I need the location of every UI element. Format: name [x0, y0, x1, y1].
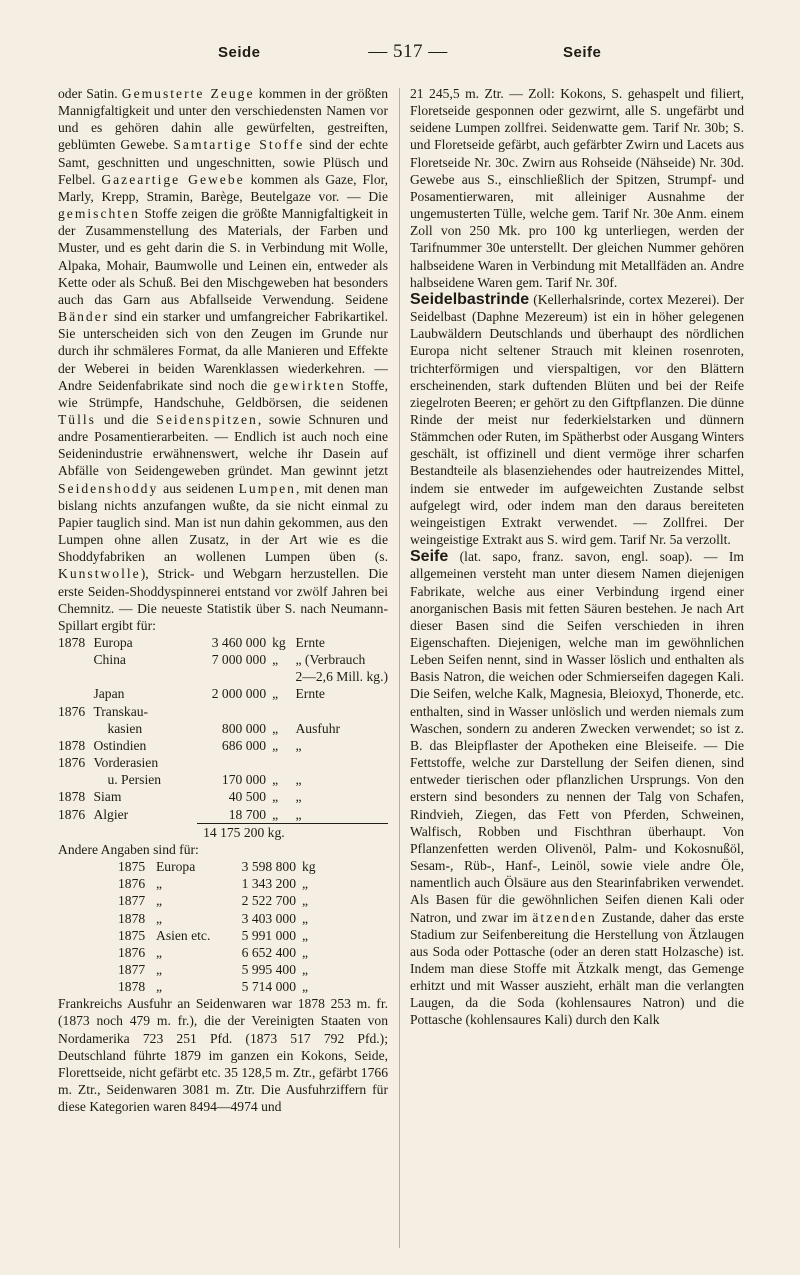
other-value: 5 714 000 — [241, 979, 296, 995]
other-row — [118, 910, 316, 927]
seidelbastrinde-entry: Seidelbastrinde (Kellerhalsrinde, cortex Mezerei). Der Seidelbast (Daphne Mezereum) ist ein in höher gelegenen Laubwäldern Deutschlands und überhaupt des nördlichen Europa nicht seltener Strauch mit kleinen rosenroten, trichterförmigen und vierspaltigen, vor den Blättern erscheinenden, stark duftenden Blüten und bei der Reife ziegelroten Beeren; er gehört zu den Giftpflanzen. Die dünne Rinde der meist nur federkielstarken und dünnern Stämmchen oder Ruten, im Spätherbst oder Ausgang Winters geschält, ist offizinell und dient vermöge ihrer scharfen Bestandteile als blasenziehendes oder hautreizendes Mittel, indem sie entweder im aufgeweichten Zustande selbst aufgelegt wird, oder indem man den daraus bereiteten weingeistigen Extrakt verwendet. — Zollfrei. Der weingeistige Extrakt aus S. wird gem. Tarif Nr. 5a verzollt. — [410, 290, 744, 548]
other-unit: „ — [302, 927, 309, 943]
stats-year: 1876 — [58, 703, 86, 719]
stats-total: 14 175 200 kg. — [197, 823, 388, 841]
other-value: 3 403 000 — [241, 910, 296, 926]
stats-unit: „ — [272, 806, 279, 822]
other-row — [118, 858, 316, 875]
seife-entry: Seife (lat. sapo, franz. savon, engl. soap). — Im allgemeinen versteht man unter diesem Namen diejenigen Fabrikate, welche aus einer Verbindung irgend einer anorganischen Basis mit fetten Säuren bestehen. Je nach Art dieser Basen sind die Seifen verschieden in ihren Eigenschaften. Diejenigen, welche man im gewöhnlichen Leben Seifen nennt, sind in Wasser löslich und enthalten als Basis Natron, die weichen oder Schmierseifen dagegen Kali. Die Seifen, welche Kalk, Magnesia, Bleioxyd, Thonerde, etc. enthalten, sind in Wasser unlöslich und werden niemals zum Waschen, sondern zu anderen Zwecken verwendet; so ist z. B. das Bleipflaster der Apotheken eine Bleiseife. — Die Fettstoffe, welche zur Darstellung der Seifen dienen, sind entweder tierischen oder pflanzlichen Ursprungs. Von den erstern sind besonders zu nennen der Talg von Schafen, Rindvieh, Ziegen, das Fett von Pferden, Schweinen, Walfisch, Robben und Fischthran überhaupt. Von Pflanzenfetten werden Olivenöl, Palm- und Kokosnußöl, Sesam-, Rüb-, Hanf-, Leinöl, sowie viele andre Öle, namentlich auch Ölsäure aus den Stearinfabriken verwendet. Als Basen für die gewöhnlichen Seifen dienen Kali oder Natron, und zwar im ätzenden Zustande, daher das erste Stadium zur Seifenbereitung die Herstellung von Ätzlaugen aus Soda oder Pottasche (oder an deren statt Holzasche) ist. Indem man diese Stoffe mit Ätzkalk mengt, das Gemenge erhitzt und mit Wasser auszieht, erhält man die verlangten Laugen, da die Soda (kohlensaures Natron) und die Pottasche (kohlensaures Kali) durch den Kalk — [410, 548, 744, 1028]
stats-note: Ausfuhr — [295, 720, 341, 736]
seide-paragraph: oder Satin. Gemusterte Zeuge kommen in der größten Mannigfaltigkeit und unter den verschiedensten Namen vor und es gehören dahin alle gewürfelten, gestreiften, geblümten Gewebe. Samtartige Stoffe sind der echte Samt, geschnitten und ungeschnitten, sowie Plüsch und Felbel. Gazeartige Gewebe kommen als Gaze, Flor, Marly, Krepp, Stramin, Barège, Beutelgaze vor. — Die gemischten Stoffe zeigen die größte Mannigfaltigkeit in der Zusammenstellung des Materials, der Farben und Muster, und es geht darin die S. in Verbindung mit Wolle, Alpaka, Mohair, Baumwolle und Leinen ein, entweder als Kette oder als Schuß. Bei den Mischgeweben hat besonders auch das Garn aus Abfallseide Verwendung. Seidene Bänder sind ein starker und umfangreicher Fabrikartikel. Sie unterscheiden sich von den Zeugen im Grunde nur durch ihr schmäleres Format, da alle Manieren und Effekte der Weberei in beiden Warenklassen wiederkehren. — Andre Seidenfabrikate sind noch die gewirkten Stoffe, wie Strümpfe, Handschuhe, Geldbörsen, die seidenen Tülls und die Seidenspitzen, sowie Schnuren und andre Posamentierarbeiten. — Endlich ist auch noch eine Seidenindustrie erwähnenswert, welche ihr Dasein auf Abfälle von Seidengeweben gründet. Man gewinnt jetzt Seidenshoddy aus seidenen Lumpen, mit denen man bislang nichts anzufangen wußte, da sie nicht einmal zu Papier tauglich sind. Man ist nun dahin gekommen, aus den Lumpen ohne allen Zusatz, in der Art wie es die Shoddyfabriken an wollenen Lumpen üben (s. Kunstwolle), Strick- und Webgarn herzustellen. Die erste Seiden-Shoddyspinnerei entstand vor zwölf Jahren bei Chemnitz. — Die neueste Statistik über S. nach Neumann-Spillart ergibt für: — [58, 86, 389, 633]
stats-place: Transkau- — [93, 703, 149, 719]
stats-place: Siam — [93, 789, 122, 805]
stats-unit — [272, 754, 295, 771]
other-year: 1877 — [118, 961, 146, 977]
silk-statistics-table — [58, 634, 388, 841]
stats-note — [295, 754, 388, 771]
stats-amount: 18 700 — [228, 806, 267, 822]
stats-year — [58, 651, 93, 668]
other-value: 5 991 000 — [241, 927, 296, 943]
stats-row — [58, 737, 388, 754]
other-year: 1875 — [118, 859, 146, 875]
stats-row — [58, 788, 388, 805]
other-region: „ — [156, 876, 163, 892]
stats-year — [58, 668, 93, 685]
other-region: „ — [156, 979, 163, 995]
other-unit: „ — [302, 876, 309, 892]
stats-amount — [197, 754, 272, 771]
other-year: 1875 — [118, 927, 146, 943]
stats-note: „ — [295, 772, 302, 788]
stats-amount — [197, 668, 272, 685]
stats-note: Ernte — [295, 635, 325, 650]
other-year: 1878 — [118, 910, 146, 926]
stats-place — [93, 668, 197, 685]
other-region: „ — [156, 893, 163, 909]
other-year: 1878 — [118, 979, 146, 995]
stats-row — [58, 754, 388, 771]
stats-note: Ernte — [295, 686, 325, 702]
other-data-table — [118, 858, 316, 995]
other-region: Europa — [156, 859, 196, 875]
stats-amount: 40 500 — [228, 789, 267, 805]
page-header — [58, 41, 744, 68]
other-region: „ — [156, 961, 163, 977]
stats-row — [58, 720, 388, 737]
other-data-heading: Andere Angaben sind für: — [58, 841, 199, 857]
other-year: 1877 — [118, 893, 146, 909]
stats-year — [58, 771, 93, 788]
other-unit: „ — [302, 910, 309, 926]
stats-place: Algier — [93, 806, 129, 822]
stats-amount: 3 460 000 — [211, 635, 267, 650]
stats-row — [58, 703, 388, 720]
other-value: 3 598 800 — [241, 859, 296, 875]
stats-year: 1876 — [58, 755, 86, 771]
stats-unit: „ — [272, 789, 279, 805]
stats-row — [58, 771, 388, 788]
other-region: „ — [156, 944, 163, 960]
entry-keyword: Seife — [410, 548, 449, 566]
stats-amount: 800 000 — [221, 720, 267, 736]
export-paragraph: Frankreichs Ausfuhr an Seidenwaren war 1878 253 m. fr. (1873 noch 479 m. fr.), die der Vereinigten Staaten von Nordamerika 723 251 Pfd. (1873 517 792 Pfd.); Deutschland führte 1879 im ganzen ein Kokons, Seide, Florettseide, nicht gefärbt etc. 35 128,5 m. Ztr., gefärbt 1766 m. Ztr., Seidenwaren 3081 m. Ztr. Die Ausfuhrziffern für diese Kategorien waren 8494—4974 und — [58, 996, 388, 1115]
other-value: 2 522 700 — [241, 893, 296, 909]
column-divider — [399, 88, 400, 1248]
stats-place: u. Persien — [107, 772, 162, 788]
stats-row — [58, 668, 388, 685]
stats-unit: „ — [272, 720, 279, 736]
stats-year — [58, 720, 93, 737]
other-value: 5 995 400 — [241, 961, 296, 977]
stats-place: Vorderasien — [93, 755, 159, 771]
stats-unit: „ — [272, 772, 279, 788]
entry-keyword: Seidelbastrinde — [410, 290, 530, 308]
other-row — [118, 892, 316, 909]
stats-note — [295, 703, 388, 720]
stats-unit: „ — [272, 652, 279, 668]
other-row — [118, 944, 316, 961]
other-unit: „ — [302, 961, 309, 977]
stats-row — [58, 651, 388, 668]
stats-unit: „ — [272, 737, 279, 753]
other-unit: kg — [302, 859, 316, 875]
stats-amount: 2 000 000 — [211, 686, 267, 702]
stats-year: 1878 — [58, 635, 86, 650]
other-year: 1876 — [118, 876, 146, 892]
stats-unit: kg — [272, 635, 286, 650]
stats-place: Japan — [93, 686, 125, 702]
other-value: 6 652 400 — [241, 944, 296, 960]
other-row — [118, 875, 316, 892]
stats-row — [58, 634, 388, 651]
other-row — [118, 978, 316, 995]
customs-paragraph: 21 245,5 m. Ztr. — Zoll: Kokons, S. gehaspelt und filiert, Floretseide gesponnen oder gezwirnt, alle S. ungefärbt und seidene Lumpen zollfrei. Seidenwatte gem. Tarif Nr. 30b; S. und Floretseide gefärbt, auch gefärbter Zwirn und Lacets aus Floretseide Nr. 30c. Zwirn aus Rohseide (Nähseide) Nr. 30d. Gewebe aus S., einschließlich der Spitzen, Strumpf- und Posamentierwaren, mit alleiniger Ausnahme der ungemusterten Tülle, welche gem. Tarif Nr. 30e Anm. einem Zoll von 250 Mk. pro 100 kg unterliegen, werden der Tarifnummer 30e unterstellt. Der gleichen Nummer gehören halbseidene Waren in Verbindung mit Metallfäden an. Andre halbseidene Waren gem. Tarif Nr. 30f. — [410, 86, 744, 290]
stats-row — [58, 685, 388, 702]
other-region: Asien etc. — [156, 927, 211, 943]
stats-year: 1878 — [58, 737, 86, 753]
other-unit: „ — [302, 944, 309, 960]
stats-year: 1876 — [58, 806, 86, 822]
stats-unit: „ — [272, 686, 279, 702]
right-column — [410, 85, 744, 1029]
other-unit: „ — [302, 893, 309, 909]
other-value: 1 343 200 — [241, 876, 296, 892]
stats-amount: 170 000 — [221, 772, 267, 788]
stats-note: „ — [295, 789, 302, 805]
stats-row — [58, 806, 388, 824]
other-region: „ — [156, 910, 163, 926]
page-number: — 517 — — [368, 41, 448, 62]
other-year: 1876 — [118, 944, 146, 960]
other-row — [118, 961, 316, 978]
stats-note: „ — [295, 737, 302, 753]
stats-note: „ (Verbrauch — [295, 652, 366, 668]
stats-place: Europa — [93, 635, 133, 650]
stats-total-row — [58, 823, 388, 841]
stats-amount: 686 000 — [221, 737, 267, 753]
other-row — [118, 927, 316, 944]
other-unit: „ — [302, 979, 309, 995]
stats-place: China — [93, 652, 126, 668]
running-head-left: Seide — [218, 44, 261, 61]
stats-note: „ — [295, 806, 302, 822]
stats-unit — [272, 668, 295, 685]
running-head-right: Seife — [563, 44, 602, 61]
stats-note: 2—2,6 Mill. kg.) — [295, 669, 388, 685]
stats-place: kasien — [107, 720, 143, 736]
stats-year — [58, 685, 93, 702]
stats-year: 1878 — [58, 789, 86, 805]
left-column — [58, 85, 388, 1115]
stats-unit — [272, 703, 295, 720]
stats-amount — [197, 703, 272, 720]
stats-amount: 7 000 000 — [211, 652, 267, 668]
stats-place: Ostindien — [93, 737, 147, 753]
